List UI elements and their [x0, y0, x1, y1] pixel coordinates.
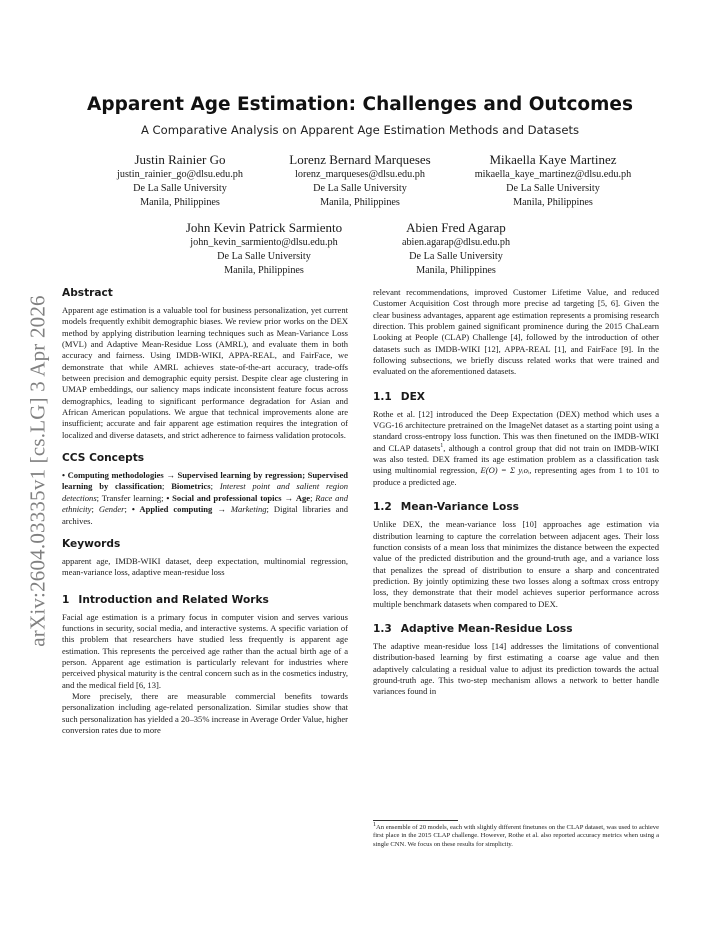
right-column	[373, 287, 659, 698]
author-affiliation: De La Salle University	[409, 251, 503, 262]
author-location: Manila, Philippines	[224, 265, 304, 276]
ccs-section	[62, 452, 348, 527]
author-email: abien.agarap@dlsu.edu.ph	[401, 237, 511, 248]
author-affiliation: De La Salle University	[133, 183, 227, 194]
author-name: Justin Rainier Go	[134, 152, 226, 167]
ccs-heading: CCS Concepts	[62, 452, 145, 465]
amrl-heading: 1.3 Adaptive Mean-Residue Loss	[373, 622, 573, 635]
author-name: Abien Fred Agarap	[406, 220, 506, 235]
author-name: Lorenz Bernard Marqueses	[289, 152, 431, 167]
amrl-text: The adaptive mean-residue loss [14] addresses the limitations of conventional distribution-based learning by first estimating a coarse age value and then adaptively calculating a residual value to adjust its prediction towards the actual ground-truth age. This two-step mechanism allows a network to better handle variances found in	[373, 640, 659, 697]
keywords-text: apparent age, IMDB-WIKI dataset, deep expectation, multinomial regression, mean-variance loss, adaptive mean-residue loss	[62, 555, 348, 578]
author-block	[80, 151, 280, 210]
mvl-heading: 1.2 Mean-Variance Loss	[373, 501, 519, 514]
author-email: justin_rainier_go@dlsu.edu.ph	[117, 169, 243, 180]
amrl-section	[373, 623, 659, 698]
author-block	[356, 219, 556, 278]
author-email: lorenz_marqueses@dlsu.edu.ph	[295, 169, 425, 180]
author-name: John Kevin Patrick Sarmiento	[185, 220, 343, 235]
author-name: Mikaella Kaye Martinez	[489, 152, 617, 167]
author-block	[260, 151, 460, 210]
mvl-text: Unlike DEX, the mean-variance loss [10] approaches age estimation via distribution learning to capture the correlation between adjacent ages. Their loss function consists of a mean loss that minimizes the distance between the expected value of the predicted distribution and the ground-truth age, and a variance loss that penalizes the spread of distribution to ensure a sharp and concentrated prediction. By jointly optimizing these two losses along a softmax cross entropy loss, they demonstrate that their model achieves superior performance across multiple benchmark datasets when compared to DEX.	[373, 519, 659, 609]
author-affiliation: De La Salle University	[506, 183, 600, 194]
keywords-section	[62, 538, 348, 579]
author-block	[164, 219, 364, 278]
dex-heading: 1.1 DEX	[373, 390, 425, 403]
arxiv-stamp-text: arXiv:2604.03335v1 [cs.LG] 3 Apr 2026	[25, 295, 50, 647]
intro-paragraph: More precisely, there are measurable commercial benefits towards personalization including age-related personalization. Similar studies show that such personalization has yielded a 20–35% increase in Average Order Value, higher conversion rates due to more	[62, 690, 348, 735]
intro-paragraph: Facial age estimation is a primary focus in computer vision and serves various functions in security, social media, and interactive systems. A specific variation of this problem that researchers have studied less frequently is apparent age estimation. This represents the perceived age rather than the actual birth age of a person. Apparent age estimation is particularly relevant for industries where perceived physical maturity is the central concern such as in the cosmetics industry, and the medical field [6, 13].	[62, 611, 348, 690]
paper-subtitle: A Comparative Analysis on Apparent Age Estimation Methods and Datasets	[140, 123, 580, 137]
abstract-heading: Abstract	[62, 287, 113, 299]
arxiv-stamp	[19, 271, 57, 671]
author-email: john_kevin_sarmiento@dlsu.edu.ph	[190, 237, 338, 248]
footnote-text: $^1$An ensemble of 20 models, each with slightly different finetunes on the CLAP dataset, was used to achieve first place in the 2015 CLAP challenge. However, Rothe et al. also reported accuracy metrics when using a single CNN. We focus on these results for simplicity.	[373, 821, 659, 848]
intro-section	[62, 594, 348, 737]
author-affiliation: De La Salle University	[217, 251, 311, 262]
mvl-section	[373, 501, 659, 610]
left-column	[62, 287, 348, 736]
ccs-text: • Computing methodologies → Supervised learning by regression; Supervised learning by classification; Biometrics; Interest point and salient region detections; Transfer learning; • Social and professional topics → Age; Race and ethnicity; Gender; • Applied computing → Marketing; Digital libraries and archives.	[62, 470, 349, 526]
footnote-rule	[373, 820, 458, 821]
author-block	[448, 151, 658, 210]
author-email: mikaella_kaye_martinez@dlsu.edu.ph	[474, 169, 632, 180]
keywords-heading: Keywords	[62, 537, 121, 550]
abstract-text: Apparent age estimation is a valuable tool for business personalization, yet current models frequently exhibit demographic biases. We review prior works on the DEX method by applying distribution learning techniques such as Mean-Variance Loss (MVL) and Adaptive Mean-Residue Loss (AMRL), and evaluate them in both accuracy and fairness. Using IMDB-WIKI, APPA-REAL, and FairFace, we demonstrate that while AMRL achieves state-of-the-art accuracy, trade-offs between precision and demographic equity persist. Despite clear age clustering in UMAP embeddings, our saliency maps indicate inconsistent feature focus across demographics, leading to significant performance degradation for Asian and African American populations. We argue that technical improvements alone are insufficient; accurate and fair apparent age estimation requires the integration of localized and diverse datasets, and strict adherence to fairness validation protocols.	[62, 305, 348, 440]
intro-heading: 1 Introduction and Related Works	[62, 593, 269, 606]
author-affiliation: De La Salle University	[313, 183, 407, 194]
author-location: Manila, Philippines	[140, 197, 220, 208]
footnote-block	[373, 820, 659, 849]
author-location: Manila, Philippines	[416, 265, 496, 276]
dex-section	[373, 391, 659, 488]
author-location: Manila, Philippines	[513, 197, 593, 208]
paper-title: Apparent Age Estimation: Challenges and Outcomes	[87, 94, 633, 115]
intro-continued: relevant recommendations, improved Customer Lifetime Value, and reduced Customer Acquisition Cost through more precise ad targeting [5, 6]. Given the clear business advantages, apparent age estimation represents a promising research direction. This problem gained significant prominence during the 2015 ChaLearn Looking at People (CLAP) Challenge [4], followed by the introduction of other datasets such as IMDB-WIKI [12], APPA-REAL [1], and FairFace [9]. In the following subsections, we briefly discuss related works that were trained and evaluated on the aforementioned datasets.	[373, 287, 659, 377]
author-location: Manila, Philippines	[320, 197, 400, 208]
dex-formula: E(O) = Σ yᵢoᵢ,	[480, 465, 532, 476]
dex-text: Rothe et al. [12] introduced the Deep Expectation (DEX) method which uses a VGG-16 architecture pretrained on the ImageNet dataset as a starting point using a standard cross-entropy loss function. This was then finetuned on the IMDB-WIKI and CLAP datasets$^1$, although a control group that did not train on IMDB-WIKI was also tested. DEX framed its age estimation problem as a classification task using multinomial regression, E(O) = Σ yᵢoᵢ, representing ages from 1 to 101 to produce a predicted age.	[373, 408, 660, 487]
